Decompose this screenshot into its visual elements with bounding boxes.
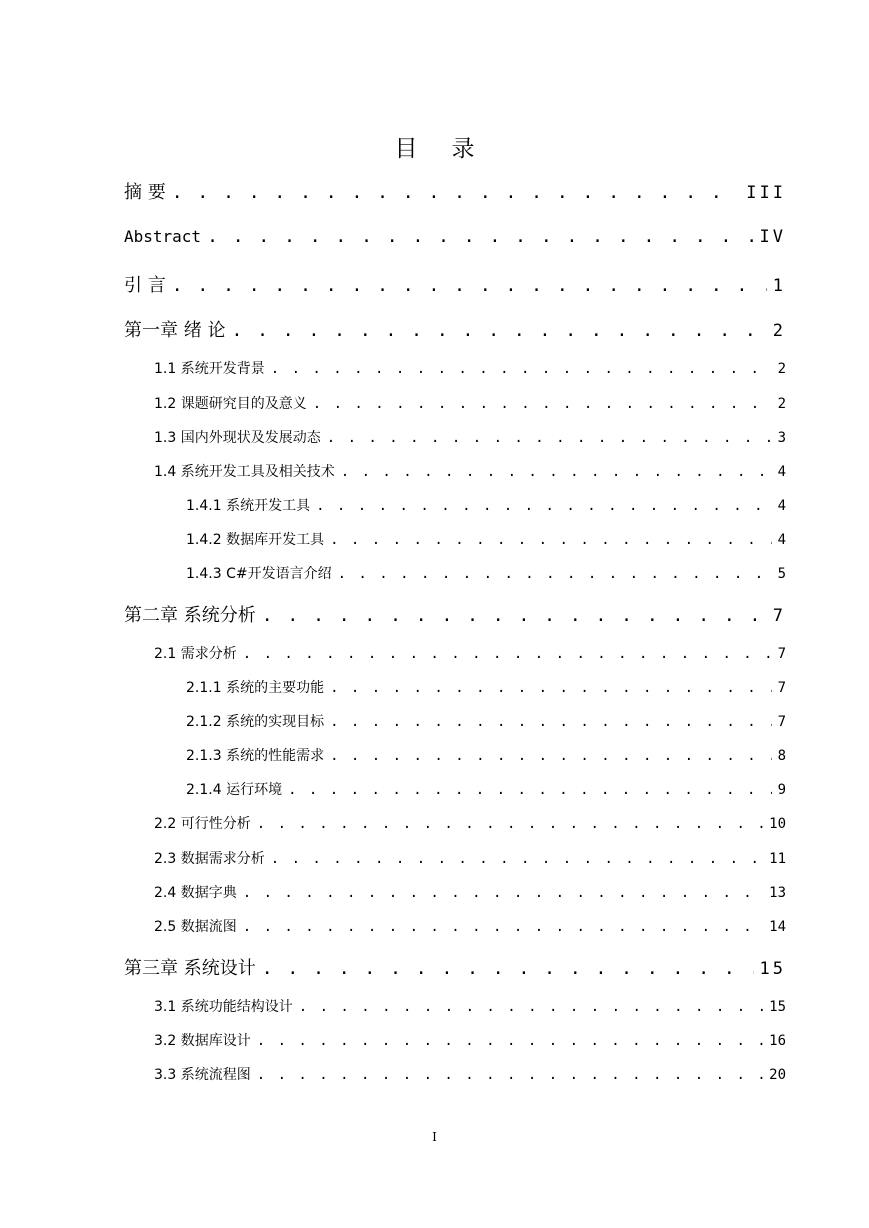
toc-entry[interactable] <box>124 316 786 342</box>
toc-entry-label: 1.4.2 数据库开发工具 <box>186 532 325 548</box>
dot-leader <box>231 320 766 341</box>
toc-entry[interactable] <box>124 954 786 980</box>
toc-entry-label: 2.1.2 系统的实现目标 <box>186 714 325 730</box>
dot-leader <box>243 646 772 662</box>
dot-leader <box>257 1033 763 1049</box>
toc-entry[interactable] <box>186 711 786 731</box>
toc-entry[interactable] <box>154 643 786 663</box>
toc-entry-label: 第二章 系统分析 <box>124 605 256 626</box>
toc-entry-page: 4 <box>777 532 786 548</box>
toc-entry[interactable] <box>186 745 786 765</box>
dot-leader <box>330 714 771 730</box>
toc-entry-label: 3.2 数据库设计 <box>154 1033 251 1049</box>
page-title: 目录 <box>394 136 509 162</box>
dot-leader <box>299 999 763 1015</box>
toc-entry-label: 第三章 系统设计 <box>124 958 256 979</box>
toc-entry-page: 20 <box>769 1067 786 1083</box>
dot-leader <box>243 885 763 901</box>
toc-entry-label: 1.1 系统开发背景 <box>154 361 265 377</box>
page-number: I <box>432 1130 437 1144</box>
toc-entry[interactable] <box>154 882 786 902</box>
toc-entry[interactable] <box>154 996 786 1016</box>
toc-entry-page: 7 <box>777 714 786 730</box>
toc-entry-label: 3.1 系统功能结构设计 <box>154 999 293 1015</box>
dot-leader <box>207 226 753 247</box>
dot-leader <box>330 532 771 548</box>
dot-leader <box>262 605 767 626</box>
toc-entry-page: 15 <box>769 999 786 1015</box>
toc-entry-page: 11 <box>769 851 786 867</box>
toc-entry-page: 9 <box>777 782 786 798</box>
dot-leader <box>271 851 763 867</box>
dot-leader <box>262 958 754 979</box>
toc-entry-page: 15 <box>759 959 786 979</box>
toc-entry-page: 2 <box>777 396 786 412</box>
toc-entry-page: 14 <box>769 919 786 935</box>
toc-entry-label: 2.1.3 系统的性能需求 <box>186 748 325 764</box>
toc-entry[interactable] <box>154 916 786 936</box>
toc-entry-page: 2 <box>777 361 786 377</box>
toc-entry-label: 2.1.4 运行环境 <box>186 782 283 798</box>
toc-entry[interactable] <box>124 271 786 297</box>
toc-entry[interactable] <box>124 601 786 627</box>
toc-entry[interactable] <box>154 1064 786 1084</box>
toc-entry-page: 10 <box>769 816 786 832</box>
toc-entry[interactable] <box>154 358 786 378</box>
toc-entry-label: 摘 要 <box>124 182 166 203</box>
dot-leader <box>271 361 772 377</box>
toc-entry[interactable] <box>154 393 786 413</box>
toc-entry-label: 引 言 <box>124 275 166 296</box>
toc-entry-page: 8 <box>777 748 786 764</box>
toc-entry-page: 5 <box>777 566 786 582</box>
dot-leader <box>288 782 771 798</box>
dot-leader <box>257 816 763 832</box>
toc-entry[interactable] <box>186 779 786 799</box>
toc-entry[interactable] <box>124 226 786 247</box>
toc-entry-page: 16 <box>769 1033 786 1049</box>
toc-entry-page: 1 <box>772 276 786 296</box>
toc-entry-page: IV <box>759 227 786 247</box>
toc-entry[interactable] <box>186 495 786 515</box>
toc-entry-label: 1.4 系统开发工具及相关技术 <box>154 464 335 480</box>
toc-entry-label: 3.3 系统流程图 <box>154 1067 251 1083</box>
toc-entry-label: 2.5 数据流图 <box>154 919 237 935</box>
dot-leader <box>316 498 771 514</box>
toc-entry-page: 4 <box>777 498 786 514</box>
toc-entry[interactable] <box>154 813 786 833</box>
toc-entry-label: 1.4.3 C#开发语言介绍 <box>186 566 332 582</box>
toc-entry-page: 7 <box>777 680 786 696</box>
toc-entry[interactable] <box>154 461 786 481</box>
toc-entry-page: 2 <box>772 321 786 341</box>
dot-leader <box>330 748 771 764</box>
dot-leader <box>330 680 771 696</box>
toc-entry-label: 2.4 数据字典 <box>154 885 237 901</box>
toc-entry-label: 2.1 需求分析 <box>154 646 237 662</box>
toc-entry-page: 4 <box>777 464 786 480</box>
dot-leader <box>313 396 772 412</box>
dot-leader <box>243 919 763 935</box>
toc-entry-label: 第一章 绪 论 <box>124 320 226 341</box>
toc-entry-label: 1.4.1 系统开发工具 <box>186 498 311 514</box>
toc-entry-page: III <box>746 183 786 203</box>
dot-leader <box>338 566 772 582</box>
toc-entry-page: 7 <box>772 606 786 626</box>
toc-entry[interactable] <box>154 427 786 447</box>
toc-entry[interactable] <box>154 1030 786 1050</box>
toc-entry[interactable] <box>186 529 786 549</box>
toc-entry-label: 2.2 可行性分析 <box>154 816 251 832</box>
toc-entry-page: 7 <box>777 646 786 662</box>
toc-entry-label: 1.3 国内外现状及发展动态 <box>154 430 321 446</box>
dot-leader <box>257 1067 763 1083</box>
dot-leader <box>172 275 767 296</box>
dot-leader <box>341 464 772 480</box>
toc-entry[interactable] <box>186 563 786 583</box>
dot-leader <box>172 182 741 203</box>
toc-entry-page: 13 <box>769 885 786 901</box>
toc-entry-page: 3 <box>777 430 786 446</box>
dot-leader <box>327 430 772 446</box>
toc-entry-label: 1.2 课题研究目的及意义 <box>154 396 307 412</box>
toc-entry[interactable] <box>186 677 786 697</box>
toc-entry-label: 2.3 数据需求分析 <box>154 851 265 867</box>
toc-entry[interactable] <box>154 848 786 868</box>
toc-entry[interactable] <box>124 178 786 204</box>
toc-entry-label: 2.1.1 系统的主要功能 <box>186 680 325 696</box>
toc-entry-label: Abstract <box>124 227 202 246</box>
